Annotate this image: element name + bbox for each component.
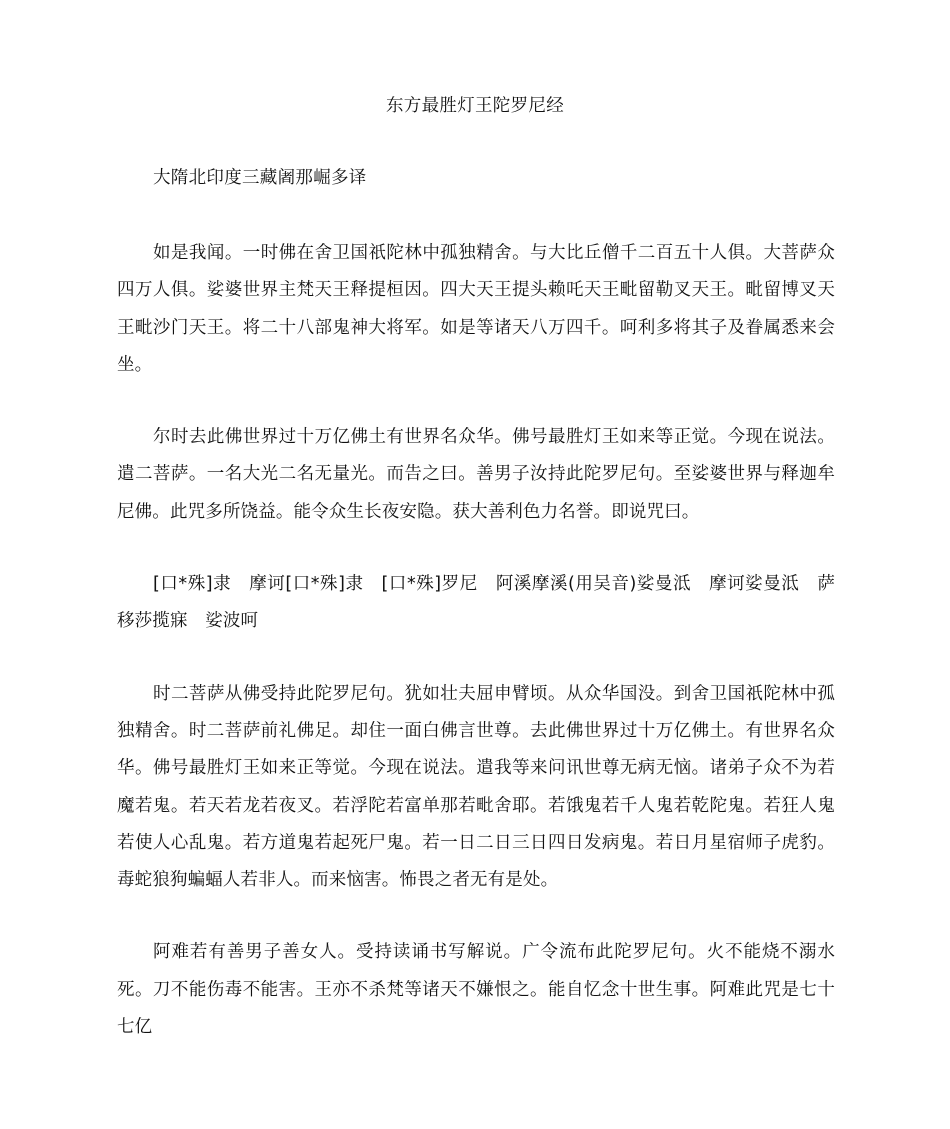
paragraph-5: 阿难若有善男子善女人。受持读诵书写解说。广令流布此陀罗尼句。火不能烧不溺水死。刀不能伤毒不能害。王亦不杀梵等诸天不嫌恨之。能自忆念十世生事。阿难此咒是七十七亿 (117, 942, 835, 1038)
mantra-paragraph: [口*殊]隶 摩诃[口*殊]隶 [口*殊]罗尼 阿溪摩溪(用吴音)娑曼泜 摩诃娑曼泜 萨移莎揽寐 娑波呵 (117, 574, 835, 632)
paragraph-4: 时二菩萨从佛受持此陀罗尼句。犹如壮夫屈申臂顷。从众华国没。到舍卫国祇陀林中孤独精舍。时二菩萨前礼佛足。却住一面白佛言世尊。去此佛世界过十万亿佛土。有世界名众华。佛号最胜灯王如来正等觉。今现在说法。遣我等来问讯世尊无病无恼。诸弟子众不为若魔若鬼。若天若龙若夜叉。若浮陀若富单那若毗舍耶。若饿鬼若千人鬼若乾陀鬼。若狂人鬼若使人心乱鬼。若方道鬼若起死尸鬼。若一日二日三日四日发病鬼。若日月星宿师子虎豹。毒蛇狼狗蝙蝠人若非人。而来恼害。怖畏之者无有是处。 (117, 683, 835, 891)
translator-line: 大隋北印度三藏阇那崛多译 (153, 168, 367, 188)
paragraph-2: 尔时去此佛世界过十万亿佛土有世界名众华。佛号最胜灯王如来等正觉。今现在说法。遣二菩萨。一名大光二名无量光。而告之曰。善男子汝持此陀罗尼句。至娑婆世界与释迦牟尼佛。此咒多所饶益。能令众生长夜安隐。获大善利色力名誉。即说咒曰。 (117, 427, 835, 522)
paragraph-1: 如是我闻。一时佛在舍卫国祇陀林中孤独精舍。与大比丘僧千二百五十人俱。大菩萨众四万人俱。娑婆世界主梵天王释提桓因。四大天王提头赖吒天王毗留勒叉天王。毗留博叉天王毗沙门天王。将二十八部鬼神大将军。如是等诸天八万四千。呵利多将其子及眷属悉来会坐。 (117, 243, 835, 375)
document-title: 东方最胜灯王陀罗尼经 (386, 96, 564, 116)
document-body (117, 235, 835, 1081)
